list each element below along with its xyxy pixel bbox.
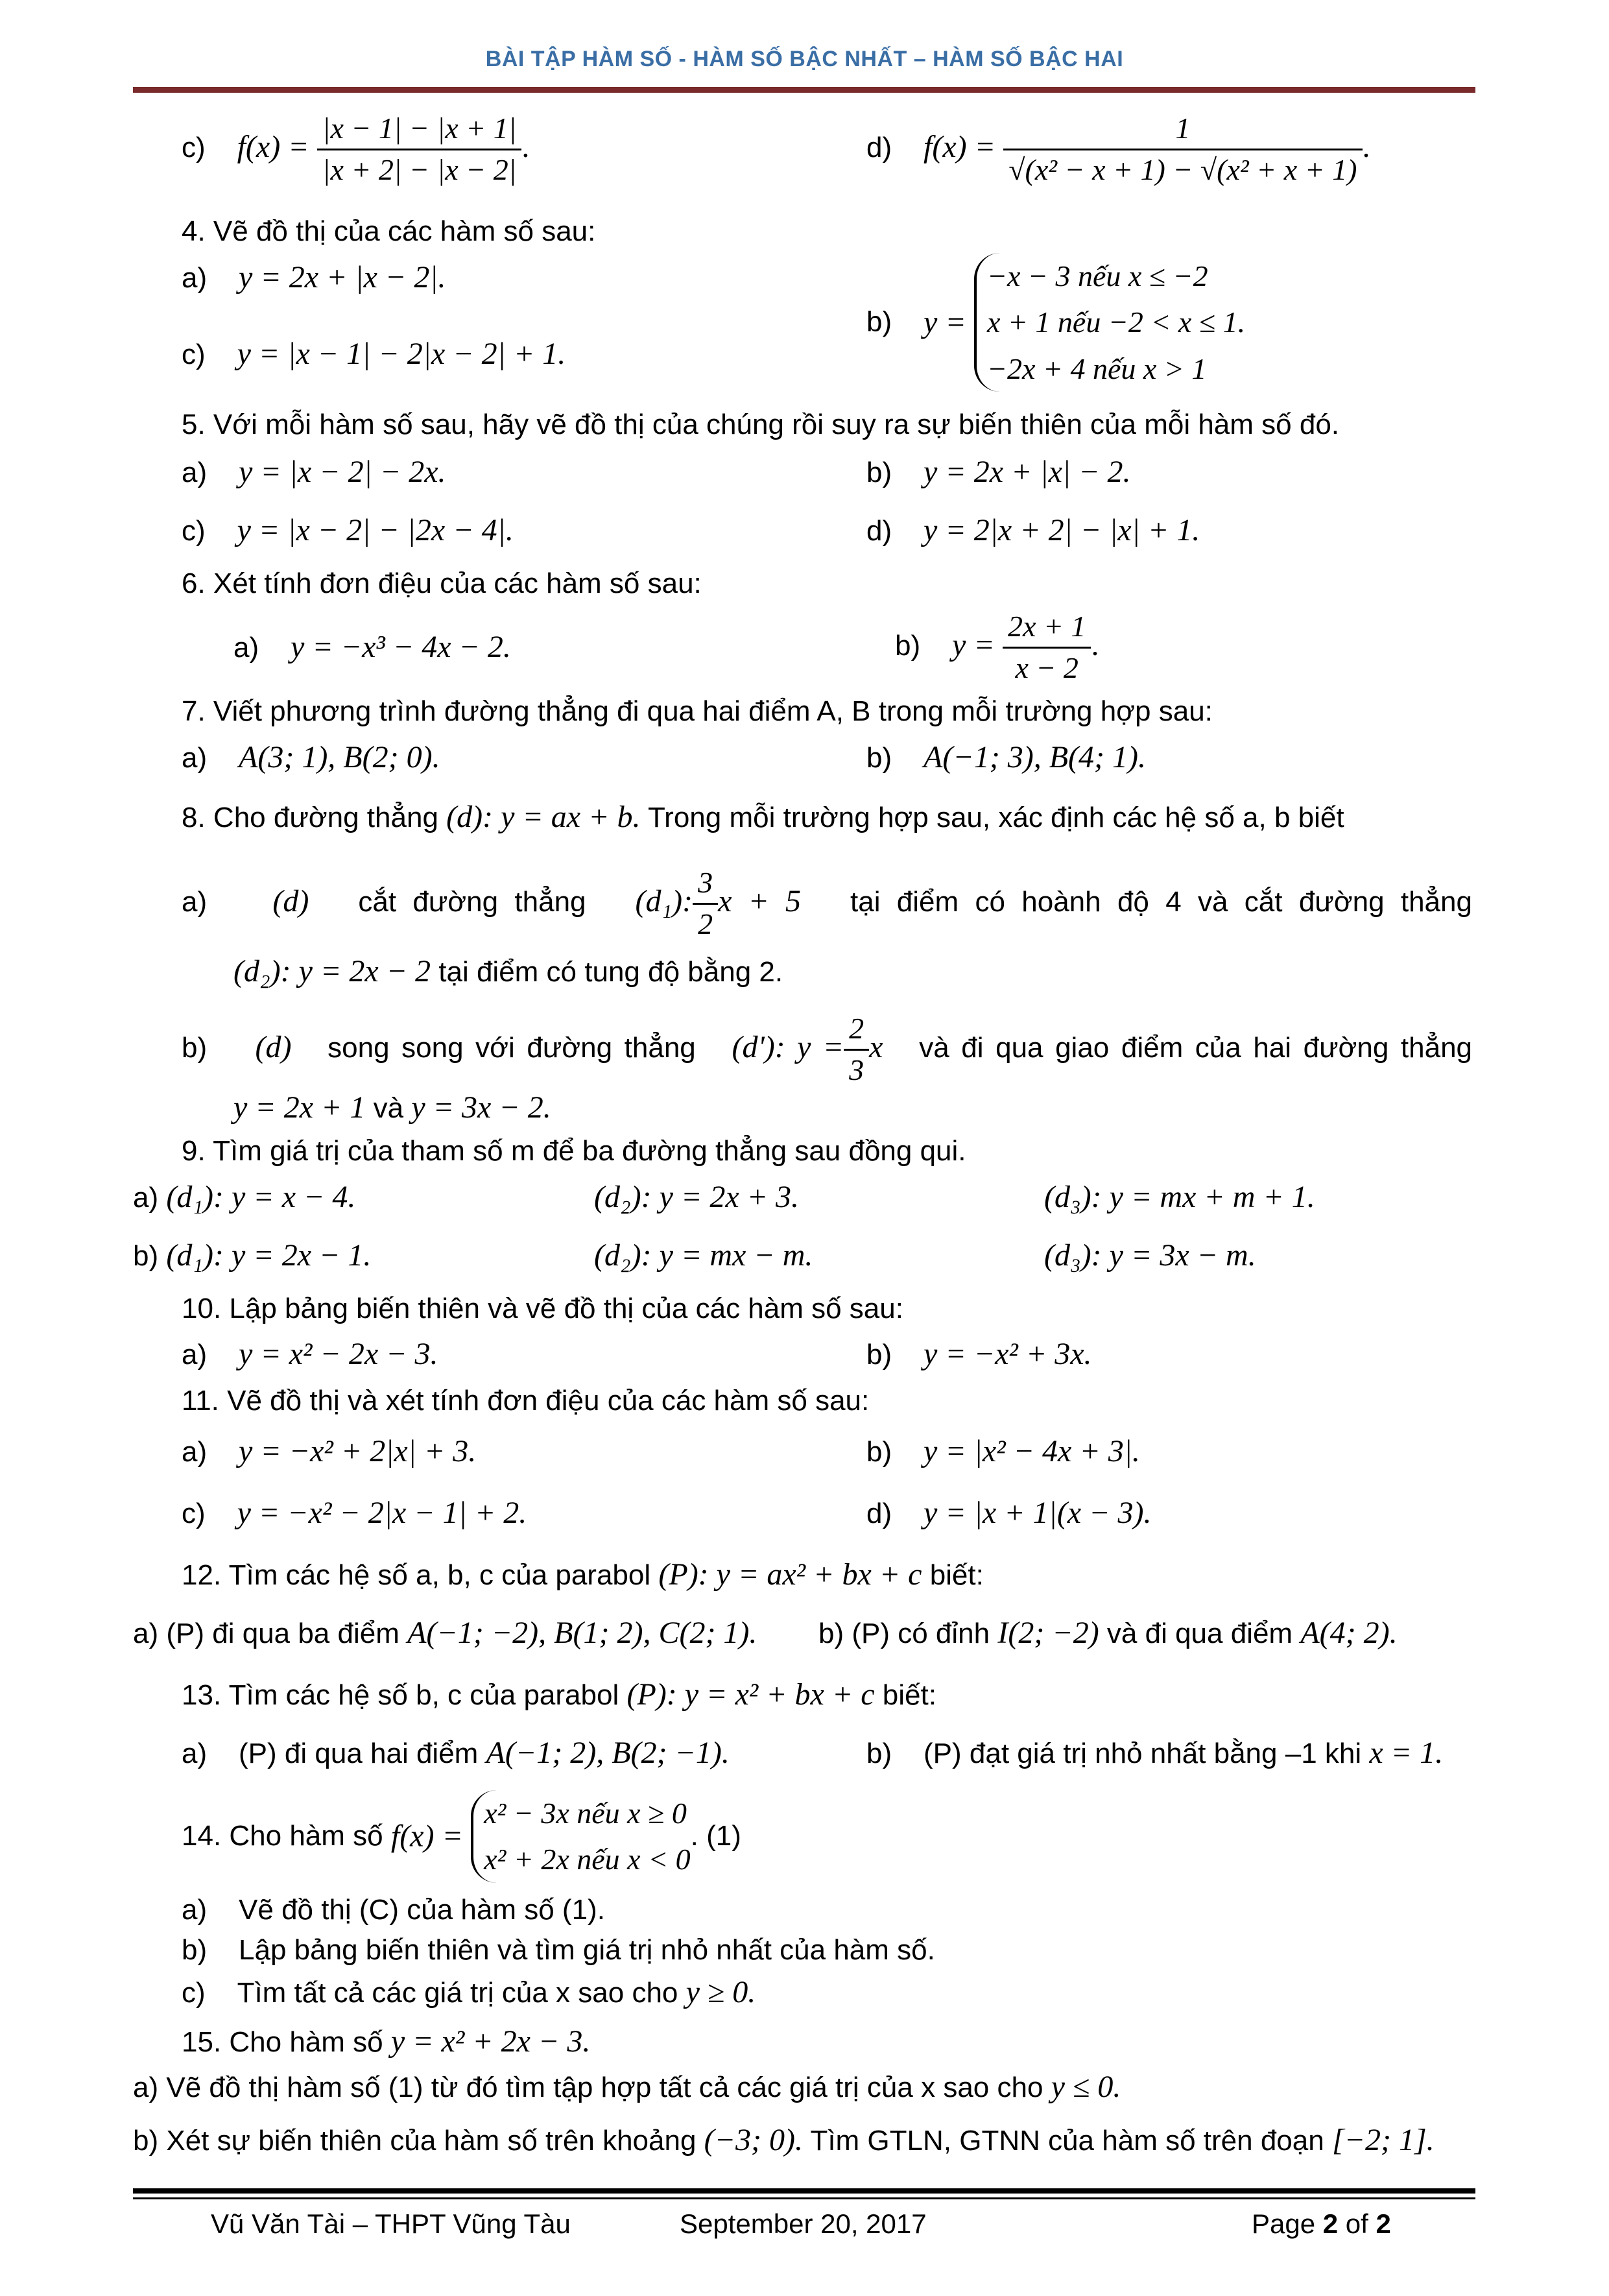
q13-a: a) (P) đi qua hai điểm A(−1; 2), B(2; −1). — [182, 1736, 730, 1770]
q8-a-fraction: $\frac{3}{2}$ — [693, 866, 718, 942]
q4-c: c) y = |x − 1| − 2|x − 2| + 1. — [182, 337, 566, 371]
q5-b: b) y = 2x + |x| − 2. — [866, 455, 1131, 489]
p3-d-fraction: $\frac{1}{\text{√(x² − x + 1) − √(x² + x + 1)}}$ — [1003, 112, 1362, 187]
q4-a: a) y = 2x + |x − 2|. — [182, 260, 446, 294]
q8-b-line1: b) (d) song song với đường thẳng (d'): y = $\frac{2}{3}$ x và đi qua giao điểm của hai đường thẳng — [182, 1012, 1473, 1086]
q4-b-piecewise: −x − 3 nếu x ≤ −2 x + 1 nếu −2 < x ≤ 1. −2x + 4 nếu x > 1 — [974, 253, 1245, 392]
q14-a: a) Vẽ đồ thị (C) của hàm số (1). — [182, 1894, 605, 1926]
footer-author: Vũ Văn Tài – THPT Vũng Tàu — [211, 2208, 571, 2239]
q9-b-d2: (d₂): y = mx − m. — [594, 1238, 813, 1273]
q10-a: a) y = x² − 2x − 3. — [182, 1337, 438, 1371]
q14-title: 14. Cho hàm số f(x) = x² − 3x nếu x ≥ 0 x² + 2x nếu x < 0 . (1) — [182, 1790, 741, 1883]
q8-b-line2: y = 2x + 1 và y = 3x − 2. — [233, 1090, 551, 1125]
q6-a: a) y = −x³ − 4x − 2. — [233, 630, 511, 664]
q6-b: b) y = $\frac{2x + 1}{x - 2}$ . — [895, 610, 1099, 684]
footer-date: September 20, 2017 — [680, 2208, 927, 2239]
q8-title: 8. Cho đường thẳng (d): y = ax + b. Trong mỗi trường hợp sau, xác định các hệ số a, b biết — [182, 800, 1344, 834]
q8-a-line2: (d₂): y = 2x − 2 tại điểm có tung độ bằng 2. — [233, 954, 783, 988]
q13-title: 13. Tìm các hệ số b, c của parabol (P): y = x² + bx + c biết: — [182, 1677, 936, 1712]
q5-d: d) y = 2|x + 2| − |x| + 1. — [866, 513, 1200, 547]
q5-c: c) y = |x − 2| − |2x − 4|. — [182, 513, 514, 547]
header-rule — [133, 87, 1475, 93]
q7-b: b) A(−1; 3), B(4; 1). — [866, 740, 1146, 774]
q9-a-d1: a) (d₁): y = x − 4. — [133, 1180, 356, 1214]
p3-d: d) f(x) = $\frac{1}{\text{√(x² − x + 1) − √(x² + x + 1)}}$ . — [866, 112, 1370, 186]
q9-a-d2: (d₂): y = 2x + 3. — [594, 1180, 800, 1214]
q11-a: a) y = −x² + 2|x| + 3. — [182, 1434, 477, 1468]
q4-b: b) y = −x − 3 nếu x ≤ −2 x + 1 nếu −2 < x ≤ 1. −2x + 4 nếu x > 1 — [866, 253, 1245, 392]
p3-c: c) f(x) = $\frac{|x - 1| - |x + 1|}{|x + 2| - |x - 2|}$ . — [182, 112, 530, 186]
q9-b-d1: b) (d₁): y = 2x − 1. — [133, 1238, 372, 1273]
q10-b: b) y = −x² + 3x. — [866, 1337, 1092, 1371]
footer-page: Page 2 of 2 — [1252, 2208, 1391, 2239]
q8-a-line1: a) (d) cắt đường thẳng (d₁): $\frac{3}{2}$ x + 5 tại điểm có hoành độ 4 và cắt đường thẳng — [182, 866, 1472, 940]
q14-piecewise: x² − 3x nếu x ≥ 0 x² + 2x nếu x < 0 — [471, 1790, 691, 1883]
q5-a: a) y = |x − 2| − 2x. — [182, 455, 446, 489]
q13-b: b) (P) đạt giá trị nhỏ nhất bằng –1 khi x = 1. — [866, 1736, 1444, 1770]
page-header-title: BÀI TẬP HÀM SỐ - HÀM SỐ BẬC NHẤT – HÀM SỐ BẬC HAI — [485, 47, 1124, 71]
q15-title: 15. Cho hàm số y = x² + 2x − 3. — [182, 2024, 591, 2059]
q7-a: a) A(3; 1), B(2; 0). — [182, 740, 440, 774]
q11-c: c) y = −x² − 2|x − 1| + 2. — [182, 1496, 527, 1530]
q15-a: a) Vẽ đồ thị hàm số (1) từ đó tìm tập hợp tất cả các giá trị của x sao cho y ≤ 0. — [133, 2070, 1121, 2104]
q6-b-fraction: $\frac{2x + 1}{x - 2}$ — [1003, 610, 1091, 686]
q9-b-d3: (d₃): y = 3x − m. — [1044, 1238, 1256, 1273]
q14-c: c) Tìm tất cả các giá trị của x sao cho y ≥ 0. — [182, 1975, 756, 2009]
q15-b: b) Xét sự biến thiên của hàm số trên khoảng (−3; 0). Tìm GTLN, GTNN của hàm số trên đoạn [−2; 1]. — [133, 2123, 1435, 2157]
q4-title: 4. Vẽ đồ thị của các hàm số sau: — [182, 215, 596, 247]
q6-title: 6. Xét tính đơn điệu của các hàm số sau: — [182, 568, 702, 599]
p3-c-fraction: $\frac{|x - 1| - |x + 1|}{|x + 2| - |x - 2|}$ — [317, 112, 522, 187]
footer-rule-thick — [133, 2188, 1475, 2194]
q11-d: d) y = |x + 1|(x − 3). — [866, 1496, 1152, 1530]
q11-title: 11. Vẽ đồ thị và xét tính đơn điệu của các hàm số sau: — [182, 1385, 870, 1417]
q12-b: b) (P) có đỉnh I(2; −2) và đi qua điểm A(4; 2). — [818, 1616, 1398, 1650]
footer-rule-thin — [133, 2197, 1475, 2199]
q12-title: 12. Tìm các hệ số a, b, c của parabol (P): y = ax² + bx + c biết: — [182, 1557, 984, 1592]
q14-b: b) Lập bảng biến thiên và tìm giá trị nhỏ nhất của hàm số. — [182, 1934, 935, 1966]
q9-title: 9. Tìm giá trị của tham số m để ba đường thẳng sau đồng qui. — [182, 1135, 966, 1167]
q11-b: b) y = |x² − 4x + 3|. — [866, 1434, 1140, 1468]
q8-b-fraction: $\frac{2}{3}$ — [844, 1012, 869, 1088]
q10-title: 10. Lập bảng biến thiên và vẽ đồ thị của các hàm số sau: — [182, 1293, 903, 1324]
q9-a-d3: (d₃): y = mx + m + 1. — [1044, 1180, 1315, 1214]
q7-title: 7. Viết phương trình đường thẳng đi qua hai điểm A, B trong mỗi trường hợp sau: — [182, 695, 1213, 727]
q5-title: 5. Với mỗi hàm số sau, hãy vẽ đồ thị của chúng rồi suy ra sự biến thiên của mỗi hàm số đó. — [182, 409, 1340, 440]
q12-a: a) (P) đi qua ba điểm A(−1; −2), B(1; 2), C(2; 1). — [133, 1616, 757, 1650]
